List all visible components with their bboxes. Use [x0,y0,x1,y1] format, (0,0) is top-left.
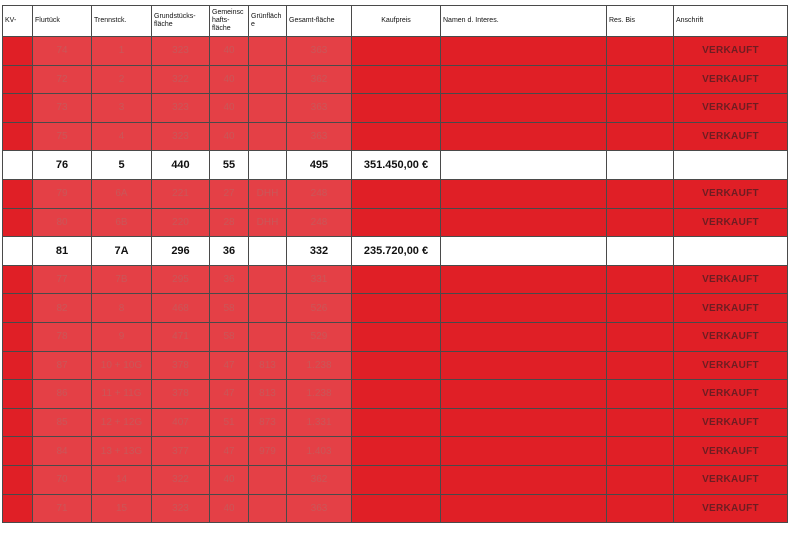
cell-gesamtflaeche: 526 [287,294,352,323]
cell-grundstuecksflaeche: 471 [152,322,210,351]
table-row [3,208,788,237]
cell-gemeinschaftsflaeche: 40 [210,465,249,494]
table-row [3,151,788,180]
cell-gesamtflaeche: 363 [287,94,352,123]
header-res-bis: Res. Bis [607,6,674,37]
cell-namen [441,65,607,94]
cell-gemeinschaftsflaeche: 40 [210,122,249,151]
cell-kaufpreis [352,294,441,323]
cell-kv [3,37,33,66]
cell-grundstuecksflaeche: 407 [152,408,210,437]
cell-kaufpreis: 235.720,00 € [352,237,441,266]
header-trennstueck: Trennstck. [92,6,152,37]
cell-gesamtflaeche: 529 [287,322,352,351]
header-namen: Namen d. Interes. [441,6,607,37]
cell-gruenflaeche [249,294,287,323]
header-flurstueck: Flurtück [33,6,92,37]
cell-flurstueck: 74 [33,37,92,66]
cell-trennstueck: 13 + 13G [92,437,152,466]
table-header-row [3,6,788,37]
cell-anschrift: VERKAUFT [674,380,788,409]
cell-grundstuecksflaeche: 378 [152,351,210,380]
cell-kv [3,494,33,523]
cell-res-bis [607,322,674,351]
cell-trennstueck: 6A [92,179,152,208]
table-row [3,122,788,151]
table-row [3,380,788,409]
cell-gesamtflaeche: 1.403 [287,437,352,466]
cell-kv [3,94,33,123]
cell-gesamtflaeche: 1.238 [287,380,352,409]
cell-kaufpreis [352,322,441,351]
cell-anschrift: VERKAUFT [674,122,788,151]
table-row [3,265,788,294]
cell-gruenflaeche: DHH [249,208,287,237]
cell-gemeinschaftsflaeche: 47 [210,380,249,409]
cell-gruenflaeche: 813 [249,380,287,409]
cell-namen [441,465,607,494]
cell-gruenflaeche [249,237,287,266]
cell-grundstuecksflaeche: 221 [152,179,210,208]
cell-gesamtflaeche: 248 [287,179,352,208]
cell-grundstuecksflaeche: 377 [152,437,210,466]
cell-namen [441,322,607,351]
cell-res-bis [607,351,674,380]
cell-gesamtflaeche: 362 [287,465,352,494]
cell-kv [3,265,33,294]
cell-gesamtflaeche: 363 [287,122,352,151]
cell-res-bis [607,94,674,123]
cell-anschrift: VERKAUFT [674,179,788,208]
cell-gesamtflaeche: 332 [287,237,352,266]
cell-namen [441,237,607,266]
header-anschrift: Anschrift [674,6,788,37]
cell-trennstueck: 2 [92,65,152,94]
table-row [3,65,788,94]
cell-namen [441,94,607,123]
cell-grundstuecksflaeche: 323 [152,94,210,123]
cell-gruenflaeche: DHH [249,179,287,208]
cell-trennstueck: 3 [92,94,152,123]
cell-flurstueck: 76 [33,151,92,180]
cell-anschrift: VERKAUFT [674,465,788,494]
cell-kaufpreis [352,208,441,237]
cell-gesamtflaeche: 1.238 [287,351,352,380]
cell-grundstuecksflaeche: 468 [152,294,210,323]
cell-kv [3,208,33,237]
cell-gesamtflaeche: 363 [287,494,352,523]
cell-kv [3,465,33,494]
cell-trennstueck: 7B [92,265,152,294]
table-row [3,494,788,523]
cell-kv [3,179,33,208]
cell-trennstueck: 4 [92,122,152,151]
cell-gruenflaeche [249,322,287,351]
cell-namen [441,122,607,151]
cell-kaufpreis [352,37,441,66]
table-row [3,408,788,437]
table-row [3,351,788,380]
cell-grundstuecksflaeche: 440 [152,151,210,180]
table-row [3,37,788,66]
cell-res-bis [607,122,674,151]
cell-kv [3,351,33,380]
cell-anschrift: VERKAUFT [674,351,788,380]
header-kaufpreis: Kaufpreis [352,6,441,37]
cell-kv [3,437,33,466]
cell-grundstuecksflaeche: 323 [152,122,210,151]
table-row [3,294,788,323]
cell-kv [3,380,33,409]
cell-gemeinschaftsflaeche: 51 [210,408,249,437]
cell-anschrift: VERKAUFT [674,322,788,351]
cell-kaufpreis [352,265,441,294]
cell-anschrift [674,151,788,180]
cell-grundstuecksflaeche: 296 [152,237,210,266]
cell-kv [3,237,33,266]
cell-gruenflaeche: 873 [249,408,287,437]
cell-flurstueck: 87 [33,351,92,380]
cell-res-bis [607,494,674,523]
cell-gemeinschaftsflaeche: 47 [210,437,249,466]
cell-gesamtflaeche: 363 [287,37,352,66]
cell-flurstueck: 77 [33,265,92,294]
cell-trennstueck: 11 + 11G [92,380,152,409]
cell-flurstueck: 71 [33,494,92,523]
cell-gemeinschaftsflaeche: 55 [210,151,249,180]
cell-flurstueck: 70 [33,465,92,494]
cell-flurstueck: 79 [33,179,92,208]
cell-kaufpreis [352,179,441,208]
cell-grundstuecksflaeche: 322 [152,65,210,94]
cell-gemeinschaftsflaeche: 40 [210,65,249,94]
cell-res-bis [607,37,674,66]
cell-trennstueck: 14 [92,465,152,494]
cell-grundstuecksflaeche: 323 [152,494,210,523]
cell-flurstueck: 80 [33,208,92,237]
cell-grundstuecksflaeche: 220 [152,208,210,237]
cell-namen [441,151,607,180]
cell-trennstueck: 10 + 10G [92,351,152,380]
cell-gemeinschaftsflaeche: 28 [210,208,249,237]
cell-trennstueck: 7A [92,237,152,266]
cell-res-bis [607,437,674,466]
cell-namen [441,351,607,380]
table-row [3,322,788,351]
cell-namen [441,294,607,323]
cell-gruenflaeche [249,465,287,494]
cell-namen [441,208,607,237]
cell-flurstueck: 75 [33,122,92,151]
cell-anschrift: VERKAUFT [674,265,788,294]
cell-res-bis [607,208,674,237]
cell-kv [3,408,33,437]
plot-sales-table [2,5,788,523]
cell-flurstueck: 73 [33,94,92,123]
cell-trennstueck: 6B [92,208,152,237]
cell-kv [3,151,33,180]
cell-gruenflaeche [249,494,287,523]
cell-gemeinschaftsflaeche: 40 [210,37,249,66]
cell-res-bis [607,179,674,208]
cell-kaufpreis: 351.450,00 € [352,151,441,180]
cell-trennstueck: 9 [92,322,152,351]
cell-gemeinschaftsflaeche: 40 [210,494,249,523]
table-row [3,94,788,123]
cell-namen [441,494,607,523]
cell-res-bis [607,237,674,266]
cell-flurstueck: 78 [33,322,92,351]
cell-namen [441,37,607,66]
cell-kaufpreis [352,465,441,494]
cell-gruenflaeche [249,122,287,151]
table-row [3,237,788,266]
cell-anschrift: VERKAUFT [674,37,788,66]
cell-grundstuecksflaeche: 378 [152,380,210,409]
header-gesamtflaeche: Gesamt-fläche [287,6,352,37]
cell-gesamtflaeche: 248 [287,208,352,237]
cell-flurstueck: 72 [33,65,92,94]
cell-res-bis [607,65,674,94]
cell-kaufpreis [352,380,441,409]
cell-kv [3,294,33,323]
cell-grundstuecksflaeche: 322 [152,465,210,494]
cell-flurstueck: 82 [33,294,92,323]
cell-res-bis [607,380,674,409]
cell-anschrift: VERKAUFT [674,208,788,237]
cell-gruenflaeche: 979 [249,437,287,466]
cell-flurstueck: 85 [33,408,92,437]
cell-kaufpreis [352,437,441,466]
cell-kaufpreis [352,408,441,437]
cell-gruenflaeche [249,65,287,94]
cell-namen [441,437,607,466]
cell-gemeinschaftsflaeche: 36 [210,265,249,294]
cell-anschrift: VERKAUFT [674,94,788,123]
cell-gemeinschaftsflaeche: 40 [210,94,249,123]
cell-gruenflaeche [249,37,287,66]
cell-kaufpreis [352,94,441,123]
cell-namen [441,380,607,409]
table-row [3,437,788,466]
cell-trennstueck: 8 [92,294,152,323]
cell-flurstueck: 81 [33,237,92,266]
cell-gesamtflaeche: 331 [287,265,352,294]
cell-grundstuecksflaeche: 295 [152,265,210,294]
cell-kaufpreis [352,65,441,94]
cell-anschrift: VERKAUFT [674,494,788,523]
cell-gesamtflaeche: 495 [287,151,352,180]
cell-gruenflaeche [249,151,287,180]
cell-anschrift: VERKAUFT [674,408,788,437]
cell-kv [3,322,33,351]
cell-kv [3,65,33,94]
cell-namen [441,408,607,437]
cell-kaufpreis [352,122,441,151]
cell-flurstueck: 86 [33,380,92,409]
cell-gruenflaeche [249,94,287,123]
header-gemeinschaftsflaeche: Gemeinsc hafts-fläche [210,6,249,37]
header-gruenflaeche: Grünfläch e [249,6,287,37]
cell-gemeinschaftsflaeche: 58 [210,294,249,323]
cell-flurstueck: 84 [33,437,92,466]
cell-res-bis [607,151,674,180]
cell-gemeinschaftsflaeche: 27 [210,179,249,208]
cell-trennstueck: 5 [92,151,152,180]
cell-namen [441,265,607,294]
cell-kv [3,122,33,151]
cell-kaufpreis [352,351,441,380]
cell-kaufpreis [352,494,441,523]
cell-anschrift: VERKAUFT [674,437,788,466]
cell-trennstueck: 12 + 12G [92,408,152,437]
table-row [3,179,788,208]
cell-gemeinschaftsflaeche: 47 [210,351,249,380]
cell-anschrift [674,237,788,266]
cell-gruenflaeche [249,265,287,294]
cell-grundstuecksflaeche: 323 [152,37,210,66]
cell-namen [441,179,607,208]
cell-trennstueck: 15 [92,494,152,523]
cell-res-bis [607,408,674,437]
cell-res-bis [607,465,674,494]
cell-gemeinschaftsflaeche: 36 [210,237,249,266]
cell-res-bis [607,294,674,323]
cell-anschrift: VERKAUFT [674,65,788,94]
cell-res-bis [607,265,674,294]
cell-trennstueck: 1 [92,37,152,66]
cell-gesamtflaeche: 1.331 [287,408,352,437]
cell-gemeinschaftsflaeche: 58 [210,322,249,351]
cell-anschrift: VERKAUFT [674,294,788,323]
table-row [3,465,788,494]
cell-gruenflaeche: 813 [249,351,287,380]
header-kv: KV- [3,6,33,37]
cell-gesamtflaeche: 362 [287,65,352,94]
header-grundstuecksflaeche: Grundstücks-fläche [152,6,210,37]
